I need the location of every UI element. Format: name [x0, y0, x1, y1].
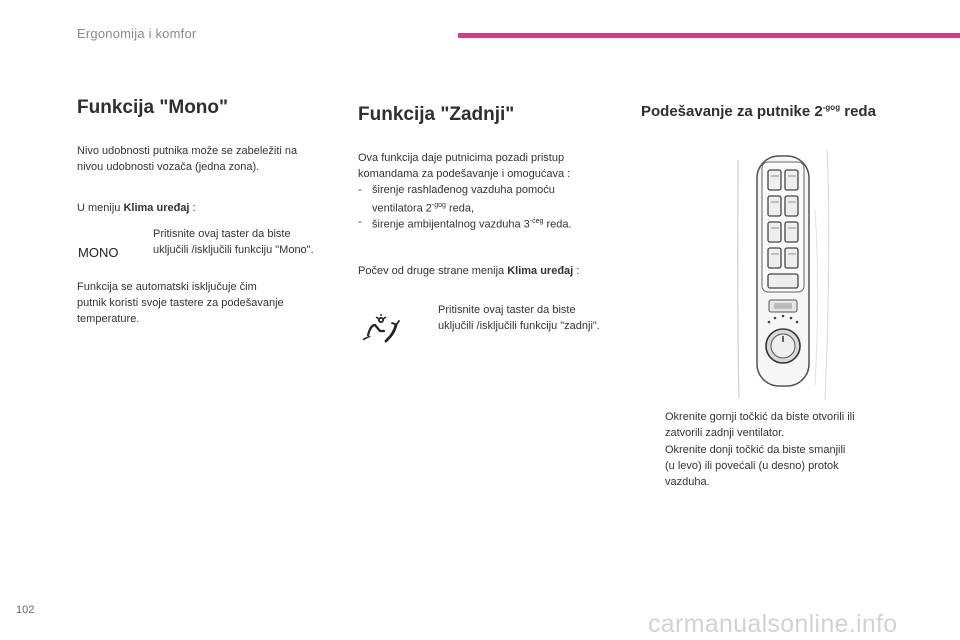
superscript: -ćeg	[529, 218, 544, 225]
rear-climate-icon	[360, 313, 404, 343]
text-line: putnik koristi svoje tastere za podešavanje	[77, 297, 284, 309]
text-line: zatvorili zadnji ventilator.	[665, 427, 785, 439]
rear-ventilation-panel-image	[735, 150, 835, 400]
mono-instruction	[135, 226, 350, 258]
rear-instruction	[420, 302, 630, 334]
text-part: širenje ambijentalnog vazduha 3	[372, 218, 530, 231]
menu-name: Klima uređaj	[507, 265, 574, 277]
superscript: -gog	[822, 103, 841, 112]
watermark: carmanualsonline.info	[648, 610, 898, 638]
rear-intro	[358, 150, 570, 182]
page-number: 102	[16, 604, 35, 616]
heading-part: reda	[840, 103, 876, 120]
rear-function-heading: Funkcija "Zadnji"	[358, 104, 515, 125]
text-line: uključili /isključili funkciju "zadnji".	[438, 320, 600, 332]
text-line: (u levo) ili povećali (u desno) protok	[665, 460, 839, 472]
text-line: Okrenite gornji točkić da biste otvorili ili	[665, 411, 855, 423]
text-line: širenje rashlađenog vazduha pomoću	[372, 184, 555, 196]
list-dash: -	[358, 184, 362, 196]
mono-menu-line	[77, 200, 196, 216]
rear-item-1	[358, 182, 628, 217]
section-title: Ergonomija i komfor	[77, 26, 197, 41]
text-line: komandama za podešavanje i omogućava :	[358, 168, 571, 180]
superscript: -gog	[431, 202, 446, 209]
text-line: Pritisnite ovaj taster da biste	[153, 228, 291, 240]
rear-item-2	[358, 214, 628, 233]
text-line: vazduha.	[665, 476, 710, 488]
text-line: nivou udobnosti vozača (jedna zona).	[77, 161, 260, 173]
menu-name: Klima uređaj	[123, 202, 190, 214]
menu-prefix: U meniju	[77, 202, 124, 214]
menu-suffix: :	[189, 202, 196, 214]
text-line: Funkcija se automatski isključuje čim	[77, 281, 257, 293]
text-line: temperature.	[77, 313, 140, 325]
mono-note	[77, 279, 284, 327]
text-part: ventilatora 2	[372, 202, 432, 215]
text-part: reda,	[445, 202, 475, 215]
text-line: Okrenite donji točkić da biste smanjili	[665, 444, 846, 456]
mono-button-icon: MONO	[78, 245, 119, 260]
text-line: Pritisnite ovaj taster da biste	[438, 304, 576, 316]
heading-part: Podešavanje za putnike 2	[641, 103, 823, 120]
mono-intro	[77, 143, 297, 175]
header-accent-bar	[458, 33, 960, 38]
adjust-bullet-2	[641, 442, 901, 490]
text-line: uključili /isključili funkciju "Mono".	[153, 244, 314, 256]
text-part: reda.	[543, 218, 572, 231]
second-row-heading	[641, 103, 876, 120]
text-line: Nivo udobnosti putnika može se zabeležiti na	[77, 145, 298, 157]
mono-function-heading: Funkcija "Mono"	[77, 97, 229, 118]
list-dash: -	[358, 216, 362, 228]
menu-prefix: Počev od druge strane menija	[358, 265, 508, 277]
rear-menu-line	[358, 263, 579, 279]
menu-suffix: :	[573, 265, 580, 277]
adjust-bullet-1	[641, 409, 901, 441]
text-line: Ova funkcija daje putnicima pozadi pristup	[358, 152, 565, 164]
